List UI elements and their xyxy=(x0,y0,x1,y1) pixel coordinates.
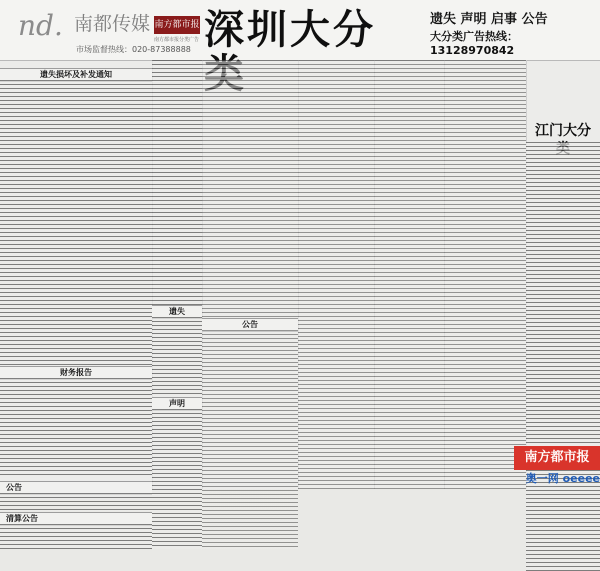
column-7 xyxy=(526,60,600,489)
text-block xyxy=(202,60,298,318)
brand-badge: 南方都市报 xyxy=(154,16,200,34)
column-1 xyxy=(0,60,153,523)
jiangmen-title: 江门大分 xyxy=(535,123,591,139)
text-block xyxy=(152,317,202,397)
site-watermark: 奥一网 oeeee xyxy=(525,472,600,485)
text-block xyxy=(374,60,444,489)
text-block xyxy=(202,330,298,549)
text-block xyxy=(0,524,152,549)
column-2 xyxy=(152,60,203,489)
notice-hotline: 大分类广告热线：13128970842 xyxy=(430,30,518,57)
brand-hotline: 市场监督热线：020-87388888 xyxy=(76,45,191,54)
section-header: 财务报告 xyxy=(0,366,152,380)
brand-subtitle: 南方都市报分类广告 xyxy=(154,37,200,43)
text-block xyxy=(152,409,202,549)
text-block xyxy=(444,60,526,489)
section-header: 公告 xyxy=(0,481,152,495)
text-block xyxy=(0,493,152,511)
section-header: 清算公告 xyxy=(0,512,152,526)
page-title: 深圳大分 xyxy=(204,7,376,53)
brand-logo: nd. xyxy=(18,9,63,42)
column-4 xyxy=(298,60,375,489)
text-block xyxy=(152,60,202,305)
column-5 xyxy=(374,60,445,489)
section-header: 公告 xyxy=(202,318,298,332)
text-block xyxy=(0,378,152,476)
column-3 xyxy=(202,60,299,489)
column-6 xyxy=(444,60,527,489)
text-block xyxy=(526,142,600,571)
header xyxy=(0,0,600,61)
section-header: 遗失 xyxy=(152,305,202,319)
brand-stamp: 南方都市报 xyxy=(514,446,600,470)
text-block xyxy=(0,80,152,365)
media-name: 南都传媒 xyxy=(74,13,151,35)
brand xyxy=(18,10,198,56)
section-header: 声明 xyxy=(152,397,202,411)
section-header: 遗失损坏及补发通知 xyxy=(0,68,152,82)
notice-title: 遗失 声明 启事 公告 xyxy=(430,12,548,27)
text-block xyxy=(298,60,374,489)
